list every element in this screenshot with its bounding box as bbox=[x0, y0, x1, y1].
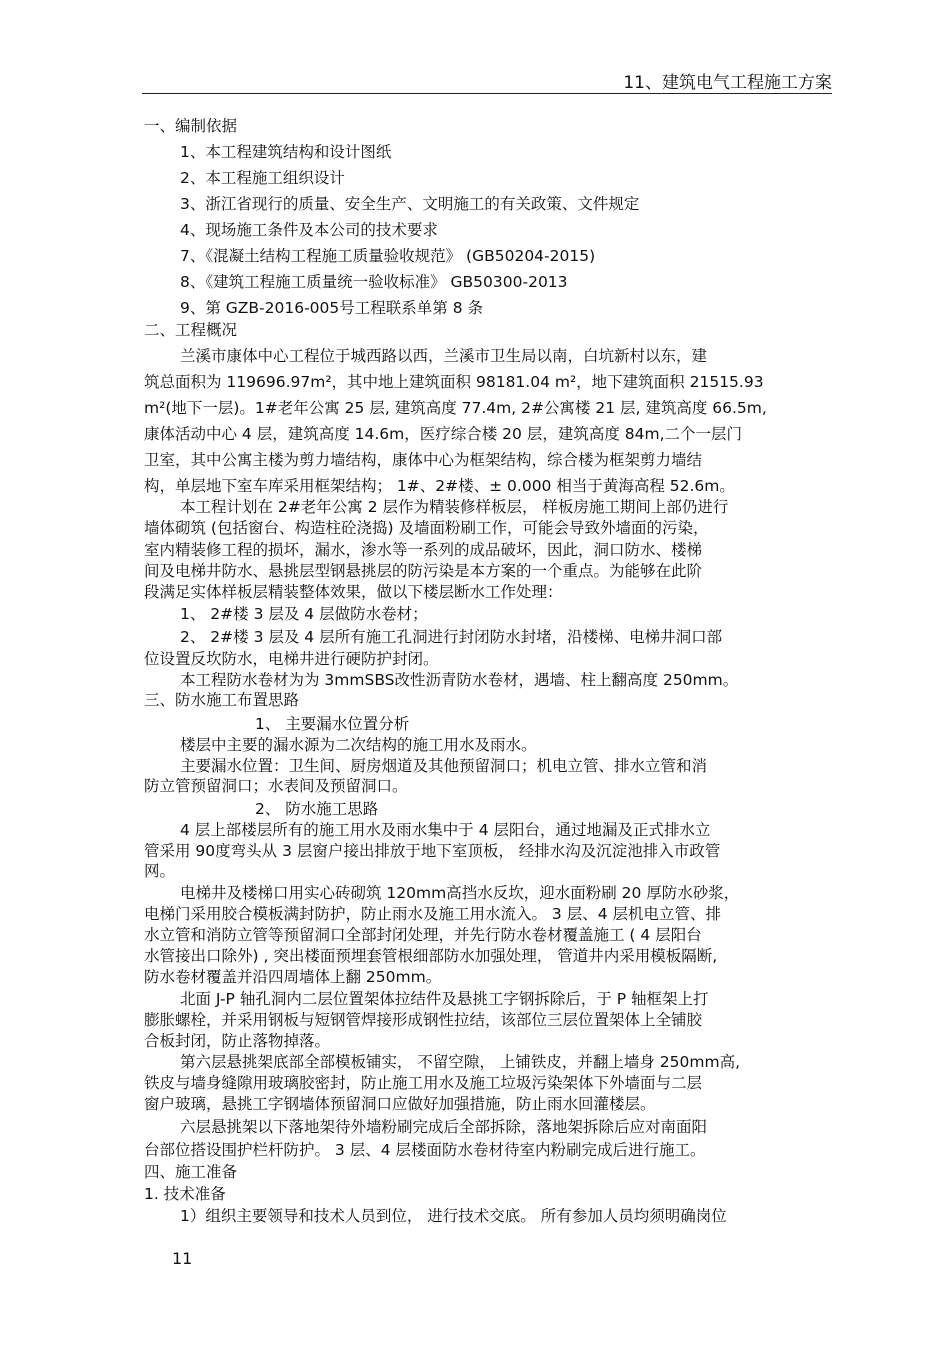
paragraph-line: 窗户玻璃，悬挑工字钢墙体预留洞口应做好加强措施，防止雨水回灌楼层。 bbox=[144, 1095, 656, 1113]
list-item: 1、 2#楼 3 层及 4 层做防水卷材； bbox=[180, 605, 428, 623]
paragraph-line: 4 层上部楼层所有的施工用水及雨水集中于 4 层阳台，通过地漏及正式排水立 bbox=[180, 821, 711, 839]
paragraph-line: 电梯井及楼梯口用实心砖砌筑 120mm高挡水反坎，迎水面粉刷 20 厚防水砂浆， bbox=[180, 884, 740, 902]
list-item: 7、《混凝土结构工程施工质量验收规范》 (GB50204-2015) bbox=[180, 247, 596, 265]
paragraph-line: 网。 bbox=[144, 862, 176, 880]
paragraph-line: 本工程防水卷材为为 3mmSBS改性沥青防水卷材，遇墙、柱上翻高度 250mm。 bbox=[180, 671, 739, 689]
paragraph-line: 段满足实体样板层精装整体效果，做以下楼层断水工作处理： bbox=[144, 583, 563, 601]
paragraph-line: 北面 J-P 轴孔洞内二层位置架体拉结件及悬挑工字钢拆除后，于 P 轴框架上打 bbox=[180, 990, 709, 1008]
paragraph-line: 台部位搭设围护栏杆防护。 3 层、4 层楼面防水卷材待室内粉刷完成后进行施工。 bbox=[144, 1141, 706, 1159]
paragraph-line: 1）组织主要领导和技术人员到位， 进行技术交底。 所有参加人员均须明确岗位 bbox=[180, 1207, 727, 1225]
paragraph-line: 铁皮与墙身缝隙用玻璃胶密封，防止施工用水及施工垃圾污染架体下外墙面与二层 bbox=[144, 1074, 703, 1092]
paragraph-line: 防立管预留洞口；水表间及预留洞口。 bbox=[144, 777, 408, 795]
paragraph-line: 膨胀螺栓，并采用钢板与短钢管焊接形成钢性拉结，该部位三层位置架体上全铺胶 bbox=[144, 1011, 703, 1029]
section-heading-4: 四、施工准备 bbox=[144, 1163, 238, 1181]
header-title: 11、建筑电气工程施工方案 bbox=[623, 73, 832, 93]
list-item: 3、浙江省现行的质量、安全生产、文明施工的有关政策、文件规定 bbox=[180, 195, 640, 213]
subsection-heading: 2、 防水施工思路 bbox=[255, 800, 379, 818]
paragraph-line: m²(地下一层)。1#老年公寓 25 层, 建筑高度 77.4m, 2#公寓楼 21 层, 建筑高度 66.5m, bbox=[144, 399, 767, 417]
paragraph-line: 水立管和消防立管等预留洞口全部封闭处理，并先行防水卷材覆盖施工 ( 4 层阳台 bbox=[144, 926, 702, 944]
paragraph-line: 水管接出口除外) , 突出楼面预埋套管根细部防水加强处理， 管道井内采用模板隔断, bbox=[144, 947, 718, 965]
paragraph-line: 六层悬挑架以下落地架待外墙粉刷完成后全部拆除，落地架拆除后应对南面阳 bbox=[180, 1118, 708, 1136]
list-item: 9、第 GZB-2016-005号工程联系单第 8 条 bbox=[180, 299, 483, 317]
paragraph-line: 卫室，其中公寓主楼为剪力墙结构，康体中心为框架结构，综合楼为框架剪力墙结 bbox=[144, 451, 703, 469]
paragraph-line: 筑总面积为 119696.97m²，其中地上建筑面积 98181.04 m²，地下建筑面积 21515.93 bbox=[144, 373, 764, 391]
paragraph-line: 构，单层地下室车库采用框架结构； 1#、2#楼、± 0.000 相当于黄海高程 52.6m。 bbox=[144, 477, 735, 495]
section-heading-2: 二、工程概况 bbox=[144, 321, 238, 339]
subsection-heading: 1. 技术准备 bbox=[144, 1185, 226, 1203]
paragraph-line: 第六层悬挑架底部全部模板铺实， 不留空隙， 上铺铁皮，并翻上墙身 250mm高, bbox=[180, 1053, 740, 1071]
paragraph-line: 康体活动中心 4 层，建筑高度 14.6m，医疗综合楼 20 层，建筑高度 84m,二个一层门 bbox=[144, 425, 743, 443]
paragraph-line: 墙体砌筑 (包括窗台、构造柱砼浇捣) 及墙面粉刷工作，可能会导致外墙面的污染， bbox=[144, 519, 709, 537]
paragraph-line: 管采用 90度弯头从 3 层窗户接出排放于地下室顶板， 经排水沟及沉淀池排入市政管 bbox=[144, 842, 721, 860]
page-number: 11 bbox=[172, 1249, 193, 1268]
paragraph-line: 室内精装修工程的损坏，漏水，渗水等一系列的成品破坏，因此，洞口防水、楼梯 bbox=[144, 541, 703, 559]
paragraph-line: 位设置反坎防水，电梯井进行硬防护封闭。 bbox=[144, 650, 439, 668]
list-item: 2、本工程施工组织设计 bbox=[180, 169, 345, 187]
list-item: 2、 2#楼 3 层及 4 层所有施工孔洞进行封闭防水封堵，沿楼梯、电梯井洞口部 bbox=[180, 628, 723, 646]
list-item: 1、本工程建筑结构和设计图纸 bbox=[180, 143, 392, 161]
paragraph-line: 合板封闭，防止落物掉落。 bbox=[144, 1032, 331, 1050]
paragraph-line: 间及电梯井防水、悬挑层型钢悬挑层的防污染是本方案的一个重点。为能够在此阶 bbox=[144, 562, 703, 580]
paragraph-line: 本工程计划在 2#老年公寓 2 层作为精装修样板层， 样板房施工期间上部仍进行 bbox=[180, 498, 729, 516]
paragraph-line: 主要漏水位置：卫生间、厨房烟道及其他预留洞口；机电立管、排水立管和消 bbox=[180, 757, 708, 775]
list-item: 4、现场施工条件及本公司的技术要求 bbox=[180, 221, 438, 239]
paragraph-line: 电梯门采用胶合模板满封防护，防止雨水及施工用水流入。 3 层、4 层机电立管、排 bbox=[144, 905, 722, 923]
list-item: 8、《建筑工程施工质量统一验收标准》 GB50300-2013 bbox=[180, 273, 568, 291]
paragraph-line: 防水卷材覆盖并沿四周墙体上翻 250mm。 bbox=[144, 968, 442, 986]
section-heading-3: 三、防水施工布置思路 bbox=[144, 691, 300, 709]
paragraph-line: 楼层中主要的漏水源为二次结构的施工用水及雨水。 bbox=[180, 736, 537, 754]
paragraph-line: 兰溪市康体中心工程位于城西路以西，兰溪市卫生局以南，白坑新村以东，建 bbox=[180, 347, 708, 365]
header-rule bbox=[142, 93, 832, 94]
subsection-heading: 1、 主要漏水位置分析 bbox=[255, 715, 410, 733]
section-heading-1: 一、编制依据 bbox=[144, 117, 238, 135]
